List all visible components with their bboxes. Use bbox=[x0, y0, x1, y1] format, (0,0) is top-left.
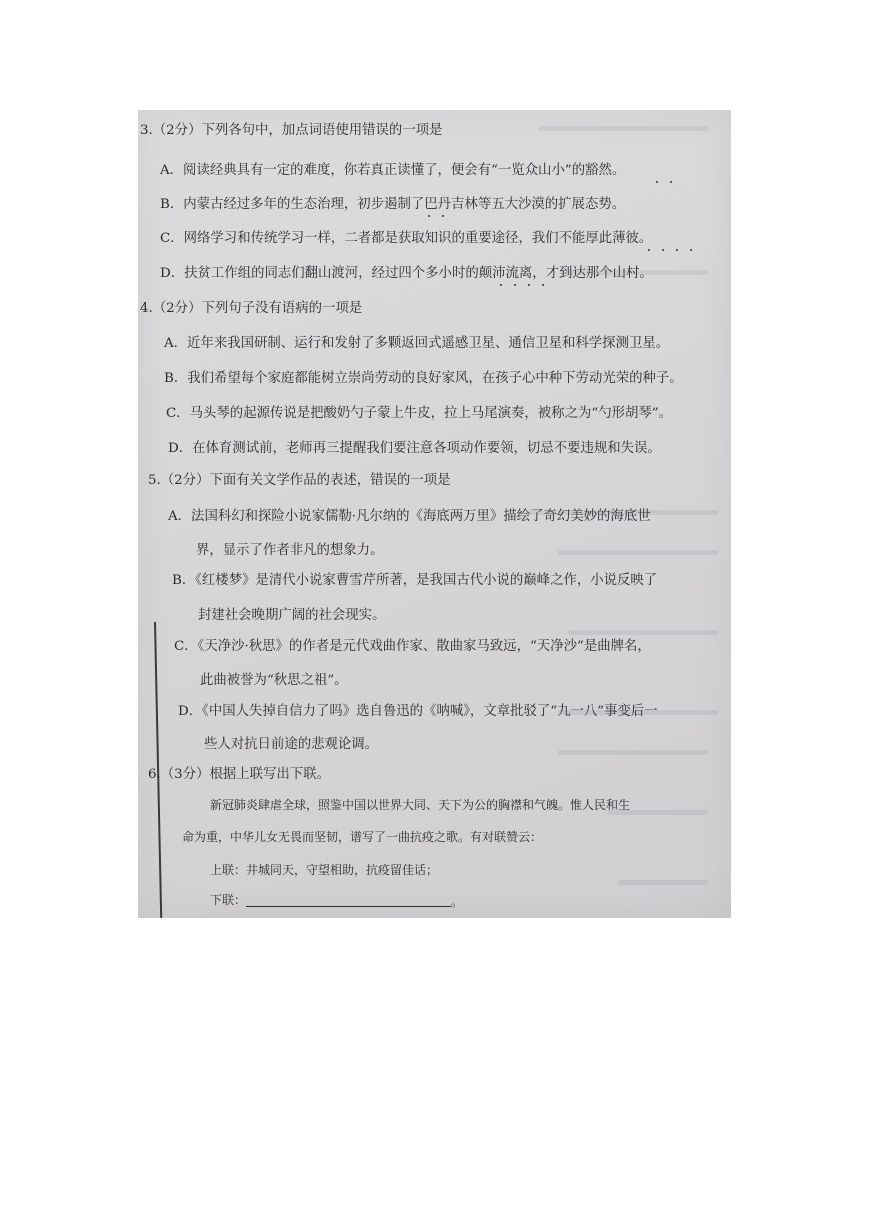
q3-option-c: C．网络学习和传统学习一样，二者都是获取知识的重要途径，我们不能厚此薄彼。 bbox=[160, 231, 653, 246]
emphasis-dot bbox=[690, 249, 692, 251]
q6-end-mark: 。 bbox=[451, 895, 464, 909]
emphasis-dot bbox=[648, 249, 650, 251]
emphasis-dot bbox=[442, 215, 444, 217]
q4-option-d: D．在体育测试前，老师再三提醒我们要注意各项动作要领，切忌不要违规和失误。 bbox=[168, 441, 661, 456]
exam-photo bbox=[138, 110, 731, 918]
emphasis-dot bbox=[656, 181, 658, 183]
q5-option-a-line1: A．法国科幻和探险小说家儒勒·凡尔纳的《海底两万里》描绘了奇幻美妙的海底世 bbox=[168, 509, 651, 524]
emphasis-dot bbox=[528, 284, 530, 286]
q4-option-c: C．马头琴的起源传说是把酸奶勺子蒙上牛皮，拉上马尾演奏，被称之为“勺形胡琴”。 bbox=[166, 406, 672, 421]
emphasis-dot bbox=[542, 284, 544, 286]
q5-option-d-line1: D．《中国人失掉自信力了吗》选自鲁迅的《呐喊》，文章批驳了“九一八”事变后一 bbox=[178, 704, 658, 719]
emphasis-dot bbox=[676, 249, 678, 251]
q6-passage-line1: 新冠肺炎肆虐全球，照鉴中国以世界大同、天下为公的胸襟和气魄。惟人民和生 bbox=[210, 798, 631, 812]
q5-option-c-line2: 此曲被誉为“秋思之祖”。 bbox=[200, 673, 348, 688]
answer-blank-line bbox=[246, 906, 451, 907]
q4-stem: 4.（2分）下列句子没有语病的一项是 bbox=[140, 301, 363, 316]
q5-option-a-line2: 界，显示了作者非凡的想象力。 bbox=[196, 543, 384, 558]
emphasis-dot bbox=[428, 215, 430, 217]
q6-lower-couplet-label: 下联： bbox=[210, 893, 247, 907]
bleed-through-mark bbox=[618, 880, 708, 885]
q3-option-a: A．阅读经典具有一定的难度，你若真正读懂了，便会有“一览众山小”的豁然。 bbox=[160, 163, 626, 178]
bleed-through-mark bbox=[558, 750, 708, 755]
emphasis-dot bbox=[514, 284, 516, 286]
q3-option-b: B．内蒙古经过多年的生态治理，初步遏制了巴丹吉林等五大沙漠的扩展态势。 bbox=[160, 197, 626, 212]
emphasis-dot bbox=[500, 284, 502, 286]
q5-option-d-line2: 些人对抗日前途的悲观论调。 bbox=[204, 737, 379, 752]
q6-stem: 6.（3分）根据上联写出下联。 bbox=[148, 767, 330, 782]
q6-passage-line2: 命为重，中华儿女无畏而坚韧，谱写了一曲抗疫之歌。有对联赞云： bbox=[182, 830, 543, 844]
q4-option-b: B．我们希望每个家庭都能树立崇尚劳动的良好家风，在孩子心中种下劳动光荣的种子。 bbox=[164, 371, 683, 386]
q6-upper-couplet: 上联：井城同天，守望相助，抗疫留佳话； bbox=[210, 863, 439, 877]
bleed-through-mark bbox=[568, 630, 718, 635]
emphasis-dot bbox=[670, 181, 672, 183]
q3-stem: 3.（2分）下列各句中，加点词语使用错误的一项是 bbox=[140, 123, 443, 138]
bleed-through-mark bbox=[538, 126, 708, 131]
emphasis-dot bbox=[662, 249, 664, 251]
bleed-through-mark bbox=[558, 550, 718, 555]
q4-option-a: A．近年来我国研制、运行和发射了多颗返回式遥感卫星、通信卫星和科学探测卫星。 bbox=[164, 336, 670, 351]
q3-option-d: D．扶贫工作组的同志们翻山渡河，经过四个多小时的颠沛流离，才到达那个山村。 bbox=[160, 266, 653, 281]
q5-option-b-line2: 封建社会晚期广阔的社会现实。 bbox=[198, 608, 386, 623]
q5-stem: 5.（2分）下面有关文学作品的表述，错误的一项是 bbox=[148, 473, 451, 488]
q5-option-c-line1: C．《天净沙·秋思》的作者是元代戏曲作家、散曲家马致远，“天净沙”是曲牌名， bbox=[174, 639, 651, 654]
q5-option-b-line1: B．《红楼梦》是清代小说家曹雪芹所著，是我国古代小说的巅峰之作，小说反映了 bbox=[172, 573, 658, 588]
